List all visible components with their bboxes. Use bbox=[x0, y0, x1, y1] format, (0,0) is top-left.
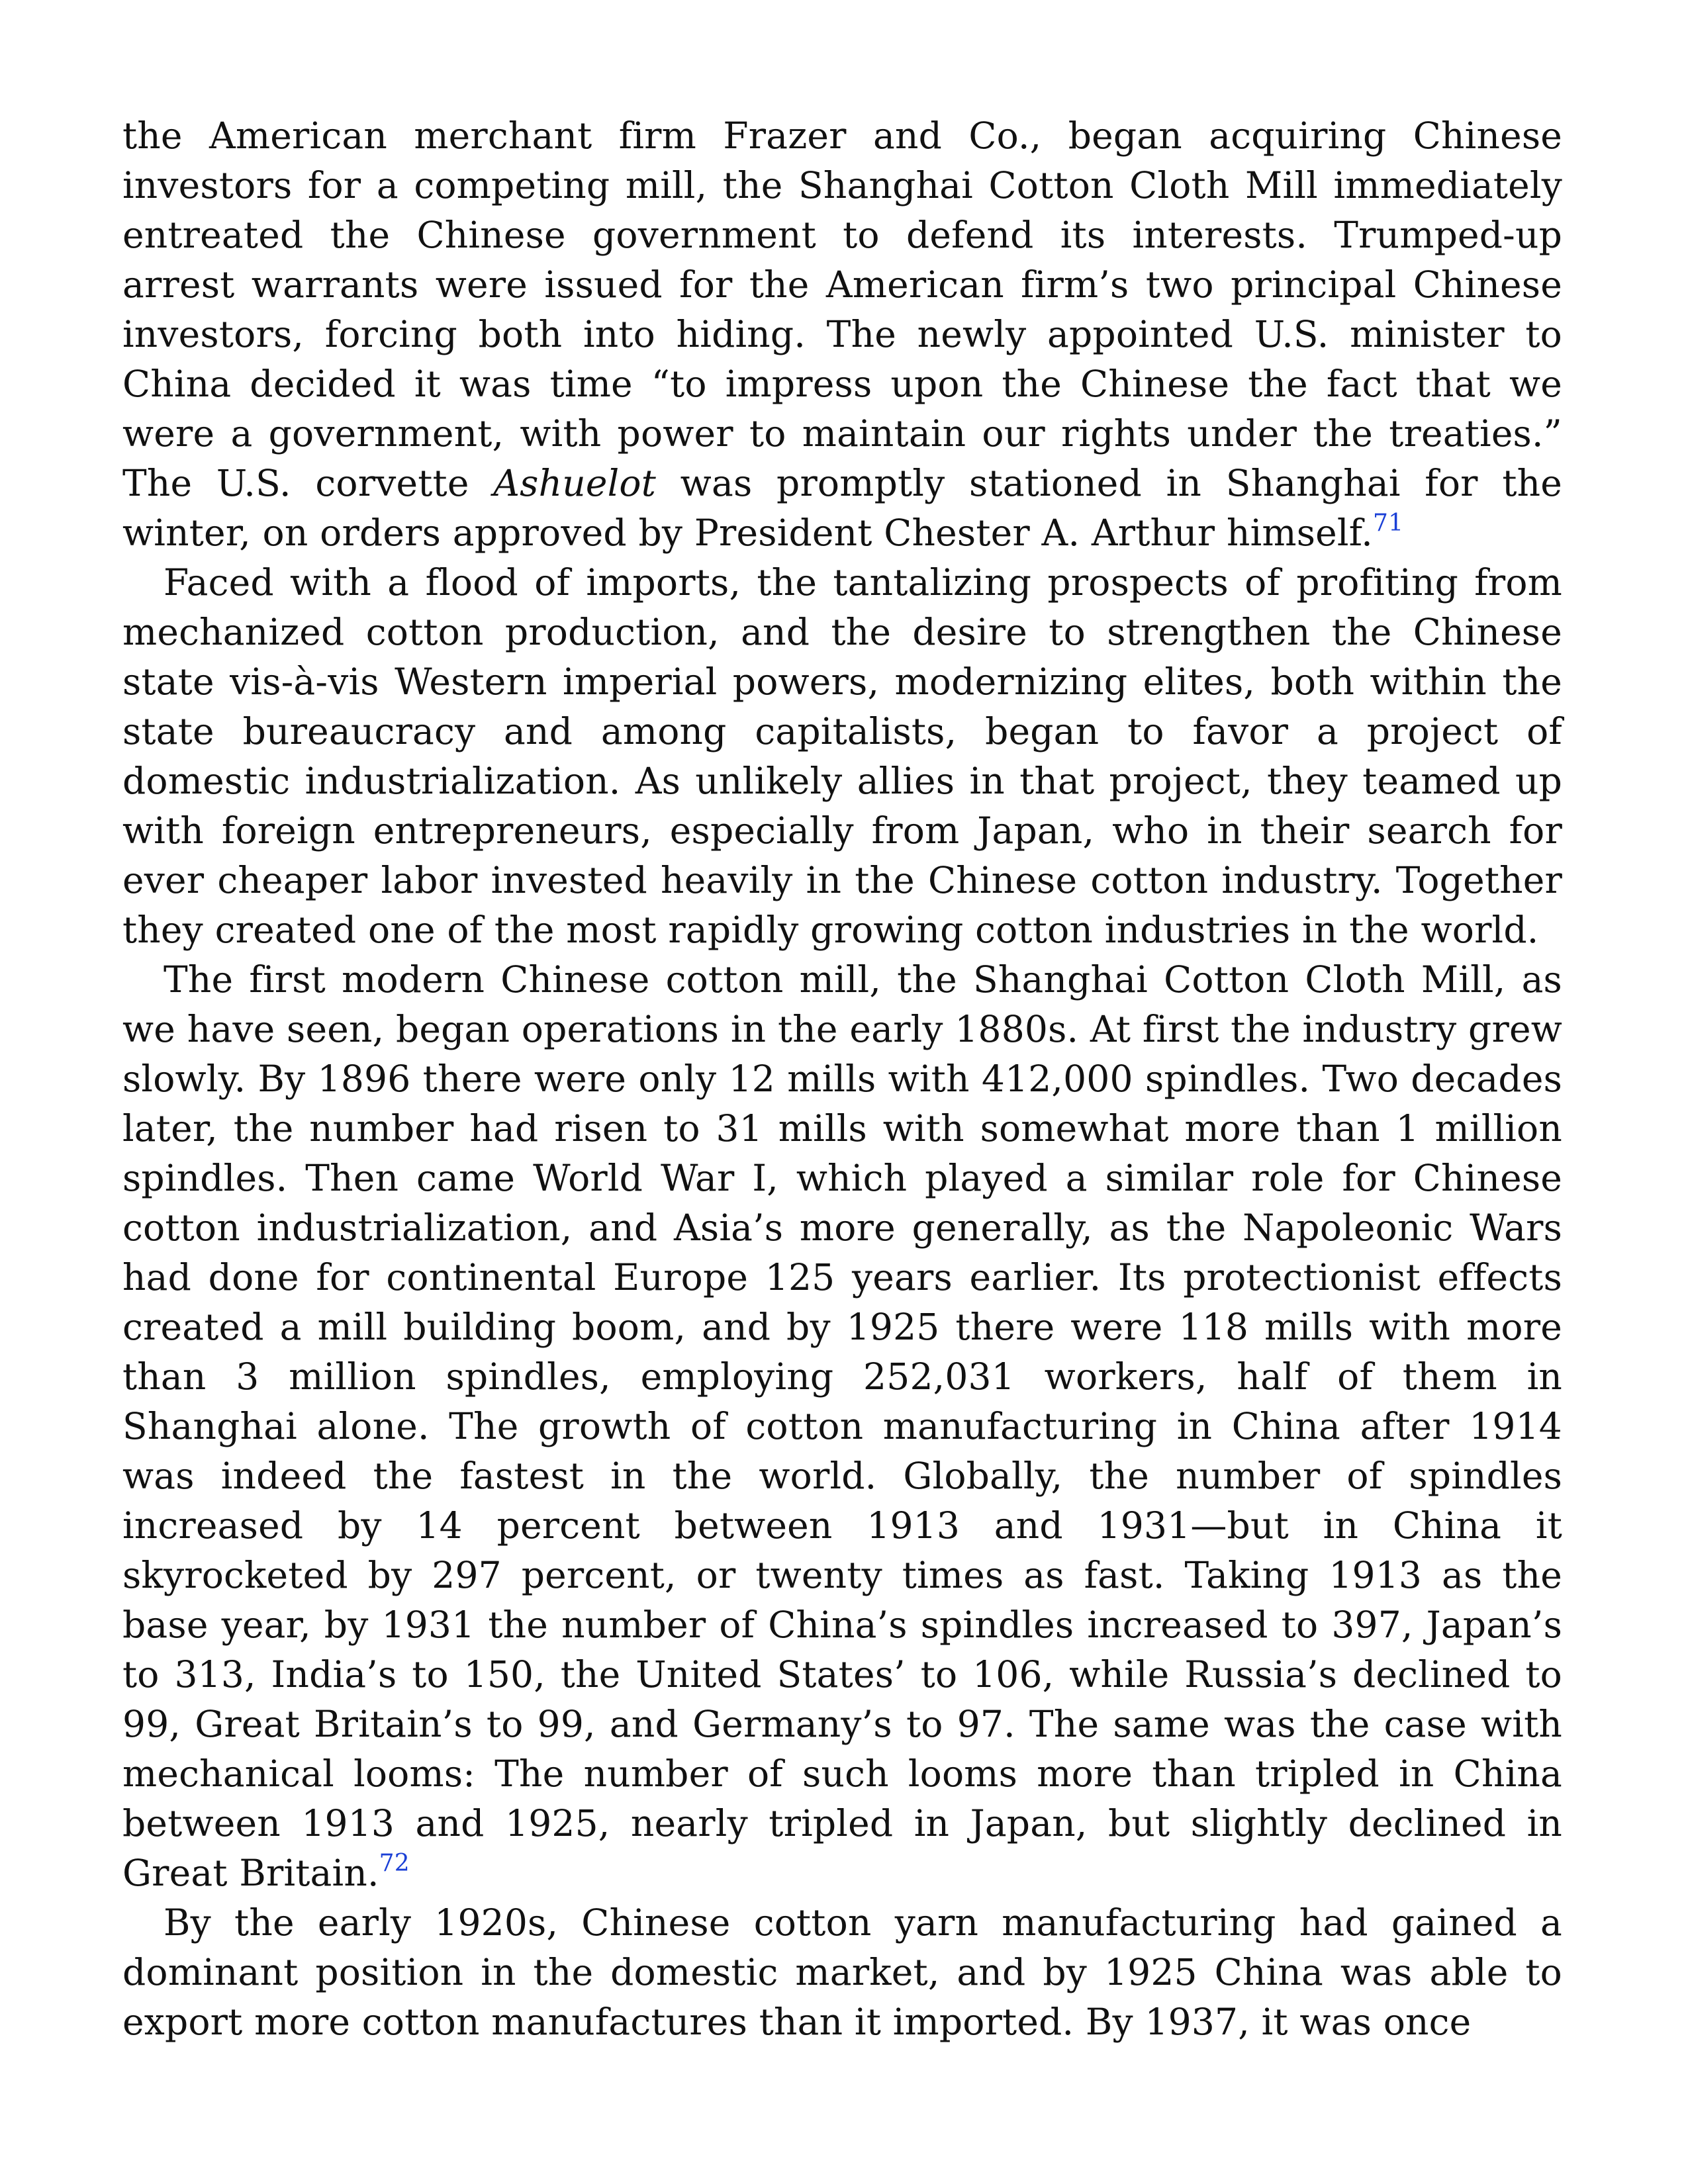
paragraph-4-text: By the early 1920s, Chinese cotton yarn manufacturing had gained a dominant position in the domestic market, and by 1925 China was able to export more cotton manufactures than it imported. By 1937, it was once bbox=[122, 1901, 1562, 2043]
paragraph-2-text: Faced with a flood of imports, the tantalizing prospects of profiting from mechanized cotton production, and the desire to strengthen the Chinese state vis-à-vis Western imperial powers, modernizing elites, both within the state bureaucracy and among capitalists, began to favor a project of domestic industrialization. As unlikely allies in that project, they teamed up with foreign entrepreneurs, especially from Japan, who in their search for ever cheaper labor invested heavily in the Chinese cotton industry. Together they created one of the most rapidly growing cotton industries in the world. bbox=[122, 561, 1562, 951]
paragraph-1-text: the American merchant firm Frazer and Co., began acquiring Chinese investors for a competing mill, the Shanghai Cotton Cloth Mill immediately entreated the Chinese government to defend its interests. Trumped-up arrest warrants were issued for the American firm’s two principal Chinese investors, forcing both into hiding. The newly appointed U.S. minister to China decided it was time “to impress upon the Chinese the fact that we were a government, with power to maintain our rights under the treaties.” The U.S. corvette bbox=[122, 114, 1562, 504]
paragraph-2 bbox=[122, 558, 1562, 955]
footnote-ref-72[interactable]: 72 bbox=[379, 1850, 410, 1877]
paragraph-1 bbox=[122, 111, 1562, 558]
paragraph-3-text: The first modern Chinese cotton mill, the Shanghai Cotton Cloth Mill, as we have seen, began operations in the early 1880s. At first the industry grew slowly. By 1896 there were only 12 mills with 412,000 spindles. Two decades later, the number had risen to 31 mills with somewhat more than 1 million spindles. Then came World War I, which played a similar role for Chinese cotton industrialization, and Asia’s more generally, as the Napoleonic Wars had done for continental Europe 125 years earlier. Its protectionist effects created a mill building boom, and by 1925 there were 118 mills with more than 3 million spindles, employing 252,031 workers, half of them in Shanghai alone. The growth of cotton manufacturing in China after 1914 was indeed the fastest in the world. Globally, the number of spindles increased by 14 percent between 1913 and 1931—but in China it skyrocketed by 297 percent, or twenty times as fast. Taking 1913 as the base year, by 1931 the number of China’s spindles increased to 397, Japan’s to 313, India’s to 150, the United States’ to 106, while Russia’s declined to 99, Great Britain’s to 99, and Germany’s to 97. The same was the case with mechanical looms: The number of such looms more than tripled in China between 1913 and 1925, nearly tripled in Japan, but slightly declined in Great Britain. bbox=[122, 958, 1562, 1894]
page-body bbox=[122, 111, 1562, 2047]
ship-name-italic: Ashuelot bbox=[493, 462, 656, 504]
footnote-ref-71[interactable]: 71 bbox=[1372, 510, 1404, 537]
paragraph-3 bbox=[122, 955, 1562, 1898]
paragraph-1-text-end: was promptly stationed in Shanghai for the winter, on orders approved by President Chester A. Arthur himself. bbox=[122, 462, 1562, 554]
paragraph-4 bbox=[122, 1898, 1562, 2047]
